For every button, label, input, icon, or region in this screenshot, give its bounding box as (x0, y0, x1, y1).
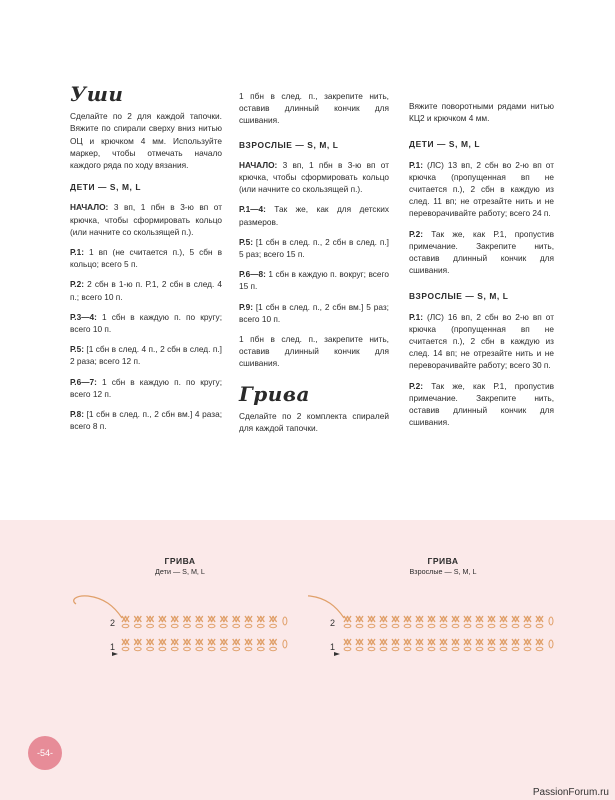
chain-stitch (208, 647, 215, 650)
sc-stitch (125, 616, 129, 622)
chain-stitch (524, 647, 531, 650)
sc-stitch (515, 639, 519, 645)
row-instruction (70, 311, 222, 335)
row-text: [1 сбн в след. п., 2 сбн в след. п.] 5 раз; всего 15 п. (239, 236, 389, 260)
chain-stitch (452, 647, 459, 650)
sc-stitch (211, 616, 215, 622)
start-instruction (239, 159, 389, 196)
sc-stitch (137, 616, 141, 622)
sc-stitch (503, 616, 507, 622)
stitch-row (344, 616, 553, 628)
diagram-subtitle: Дети — S, M, L (155, 567, 205, 576)
row-text: (ЛС) 16 вп, 2 сбн во 2-ю вп от крючка (пропущенная вп не считается п.), 2 сбн в каждую из след. 14 вп; не отрезайте нить и не переворачивайте работу; всего 30 п. (409, 311, 554, 371)
turning-chain (283, 617, 287, 625)
mane-intro: Сделайте по 2 комплекта спиралей для каждой тапочки. (239, 410, 389, 434)
ears-adults-end: 1 пбн в след. п., закрепите нить, оставив длинный кончик для сшивания. (239, 334, 389, 369)
turning-chain (283, 640, 287, 648)
chain-stitch (476, 647, 483, 650)
chain-stitch (221, 624, 228, 627)
sc-stitch (383, 639, 387, 645)
chain-stitch (196, 624, 203, 627)
row-text: 1 сбн в каждую п. вокруг; всего 15 п. (239, 269, 389, 292)
sc-stitch (443, 639, 447, 645)
row-text: [1 сбн в след. 4 п., 2 сбн в след. п.] 2 раза; всего 12 п. (70, 344, 222, 367)
sc-stitch (273, 616, 277, 622)
start-text: 3 вп, 1 пбн в 3-ю вп от крючка, чтобы сформировать кольцо (или начните со скользящей п.). (239, 159, 389, 195)
sc-stitch (371, 616, 375, 622)
row-instruction (70, 278, 222, 302)
chain-stitch (404, 624, 411, 627)
sc-stitch (479, 639, 483, 645)
chain-stitch (122, 647, 129, 650)
sc-stitch (199, 616, 203, 622)
row-instruction (409, 311, 554, 372)
heading-mane: Грива (239, 381, 310, 406)
sc-stitch (443, 616, 447, 622)
row-number: 1 (330, 642, 336, 652)
stitch-row (344, 639, 553, 651)
sc-stitch (223, 616, 227, 622)
chain-stitch (122, 624, 129, 627)
chain-stitch (344, 647, 351, 650)
adults-title: ВЗРОСЛЫЕ — S, M, L (239, 139, 339, 150)
chain-stitch (428, 624, 435, 627)
sc-stitch (273, 639, 277, 645)
row-instruction (409, 159, 554, 220)
sc-stitch (467, 639, 471, 645)
sc-stitch (527, 616, 531, 622)
sc-stitch (359, 639, 363, 645)
heading-ears: Уши (70, 82, 124, 106)
chain-stitch (356, 647, 363, 650)
chain-stitch (184, 647, 191, 650)
chain-stitch (344, 624, 351, 627)
sc-stitch (539, 616, 543, 622)
chain-stitch (512, 647, 519, 650)
chain-stitch (500, 647, 507, 650)
stitch-row (122, 616, 287, 628)
sc-stitch (407, 616, 411, 622)
row-instruction (70, 246, 222, 270)
start-arrow-icon (334, 652, 340, 656)
chain-stitch (147, 624, 154, 627)
row-label: Р.5: (70, 344, 84, 355)
row-instruction (239, 268, 389, 292)
sc-stitch (455, 616, 459, 622)
turning-chain (549, 617, 553, 625)
sc-stitch (260, 616, 264, 622)
page-number: -54- (36, 748, 53, 758)
row-instruction (239, 203, 389, 227)
start-arrow-icon (112, 652, 118, 656)
sc-stitch (539, 639, 543, 645)
chain-stitch (380, 624, 387, 627)
start-text: 3 вп, 1 пбн в 3-ю вп от крючка, чтобы сформировать кольцо (или начните со скользящей п.). (70, 202, 222, 237)
chain-stitch (392, 624, 399, 627)
mane-adults-chart (308, 580, 568, 670)
sc-stitch (236, 639, 240, 645)
chain-stitch (134, 624, 141, 627)
kids-title: ДЕТИ — S, M, L (409, 139, 481, 150)
sc-stitch (260, 639, 264, 645)
chain-stitch (257, 624, 264, 627)
chain-stitch (380, 647, 387, 650)
chain-stitch (171, 624, 178, 627)
sc-stitch (407, 639, 411, 645)
row-text: Так же, как Р.1, пропустив примечание. Закрепите нить, оставив длинный кончик для сшивания. (409, 228, 554, 276)
chain-stitch (257, 647, 264, 650)
sc-stitch (150, 639, 154, 645)
row-text: 1 сбн в каждую п. по кругу; всего 10 п. (70, 311, 222, 335)
sc-stitch (174, 616, 178, 622)
sc-stitch (236, 616, 240, 622)
chain-stitch (536, 647, 543, 650)
row-label: Р.2: (409, 228, 423, 239)
kids-title: ДЕТИ — S, M, L (70, 182, 142, 193)
chain-stitch (416, 624, 423, 627)
sc-stitch (419, 616, 423, 622)
row-instruction (239, 236, 389, 260)
row-label: Р.3—4: (70, 311, 97, 322)
sc-stitch (248, 639, 252, 645)
chain-stitch (159, 647, 166, 650)
row-label: Р.1: (409, 159, 423, 170)
chain-stitch (392, 647, 399, 650)
chain-stitch (452, 624, 459, 627)
yarn-tail (308, 596, 344, 618)
chain-stitch (416, 647, 423, 650)
chain-stitch (245, 624, 252, 627)
row-instruction (70, 343, 222, 367)
sc-stitch (187, 616, 191, 622)
start-instruction (70, 201, 222, 238)
adults-title: ВЗРОСЛЫЕ — S, M, L (409, 291, 509, 302)
column-3 (409, 100, 554, 436)
sc-stitch (223, 639, 227, 645)
column-2 (239, 90, 389, 442)
yarn-tail (74, 596, 122, 618)
row-instruction (70, 376, 222, 400)
mane-kids-chart (60, 580, 310, 670)
sc-stitch (383, 616, 387, 622)
row-label: Р.9: (239, 301, 253, 312)
page-number-badge (28, 736, 62, 770)
chain-stitch (245, 647, 252, 650)
row-text: Так же, как для детских размеров. (239, 204, 389, 227)
turning-chain (549, 640, 553, 648)
sc-stitch (347, 616, 351, 622)
row-instruction (239, 301, 389, 325)
chain-stitch (147, 647, 154, 650)
row-instruction (409, 228, 554, 277)
row-instruction (70, 408, 222, 432)
row-label: Р.1: (70, 247, 84, 258)
chain-stitch (208, 624, 215, 627)
chain-stitch (171, 647, 178, 650)
diagram-title: ГРИВА (164, 556, 196, 566)
sc-stitch (395, 639, 399, 645)
chain-stitch (464, 647, 471, 650)
sc-stitch (467, 616, 471, 622)
sc-stitch (359, 616, 363, 622)
chain-stitch (488, 647, 495, 650)
row-label: Р.8: (70, 409, 84, 420)
row-label: Р.6—7: (70, 376, 97, 387)
sc-stitch (455, 639, 459, 645)
sc-stitch (503, 639, 507, 645)
row-number: 1 (110, 642, 116, 652)
chain-stitch (488, 624, 495, 627)
chain-stitch (270, 624, 277, 627)
chain-stitch (524, 624, 531, 627)
chain-stitch (159, 624, 166, 627)
row-number: 2 (110, 618, 116, 628)
sc-stitch (371, 639, 375, 645)
chain-stitch (464, 624, 471, 627)
row-label: Р.5: (239, 236, 253, 247)
chain-stitch (440, 624, 447, 627)
stitch-row (122, 639, 287, 651)
sc-stitch (125, 639, 129, 645)
chain-stitch (428, 647, 435, 650)
sc-stitch (162, 616, 166, 622)
ears-kids-end: 1 пбн в след. п., закрепите нить, оставив длинный кончик для сшивания. (239, 91, 389, 126)
chain-stitch (184, 624, 191, 627)
row-text: 2 сбн в 1-ю п. Р.1, 2 сбн в след. 4 п.; всего 10 п. (70, 279, 222, 302)
row-number: 2 (330, 618, 336, 628)
diagram-title: ГРИВА (427, 556, 459, 566)
row-label: Р.6—8: (239, 269, 266, 280)
row-text: Так же, как Р.1, пропустив примечание. Закрепите нить, оставив длинный кончик для сшивания. (409, 380, 554, 428)
chain-stitch (500, 624, 507, 627)
row-text: [1 сбн в след. п., 2 сбн вм.] 5 раз; всего 10 п. (239, 301, 389, 324)
chain-stitch (368, 647, 375, 650)
chain-stitch (233, 624, 240, 627)
sc-stitch (248, 616, 252, 622)
sc-stitch (174, 639, 178, 645)
watermark: PassionForum.ru (532, 787, 609, 798)
chain-stitch (221, 647, 228, 650)
row-label: Р.1—4: (239, 204, 266, 215)
sc-stitch (211, 639, 215, 645)
sc-stitch (491, 639, 495, 645)
sc-stitch (515, 616, 519, 622)
sc-stitch (187, 639, 191, 645)
sc-stitch (137, 639, 141, 645)
start-label: НАЧАЛО: (239, 159, 278, 170)
row-instruction (409, 380, 554, 429)
chain-stitch (440, 647, 447, 650)
column-1 (70, 82, 222, 440)
chain-stitch (134, 647, 141, 650)
row-label: Р.2: (409, 380, 423, 391)
row-label: Р.2: (70, 279, 84, 290)
chain-stitch (476, 624, 483, 627)
sc-stitch (419, 639, 423, 645)
ears-intro: Сделайте по 2 для каждой тапочки. Вяжите по спирали сверху вниз нитью ОЦ и крючком 4 мм. Используйте маркер, чтобы отмечать начало каждого ряда по ходу вязания. (70, 111, 222, 171)
row-text: 1 вп (не считается п.), 5 сбн в кольцо; всего 5 п. (70, 247, 222, 270)
sc-stitch (431, 639, 435, 645)
chain-stitch (233, 647, 240, 650)
sc-stitch (199, 639, 203, 645)
row-text: 1 сбн в каждую п. по кругу; всего 12 п. (70, 376, 222, 399)
chain-stitch (404, 647, 411, 650)
mane-yarn-note: Вяжите поворотными рядами нитью КЦ2 и крючком 4 мм. (409, 101, 554, 124)
chain-stitch (196, 647, 203, 650)
chain-stitch (368, 624, 375, 627)
row-label: Р.1: (409, 311, 423, 322)
sc-stitch (431, 616, 435, 622)
sc-stitch (162, 639, 166, 645)
chain-stitch (536, 624, 543, 627)
sc-stitch (479, 616, 483, 622)
row-text: [1 сбн в след. п., 2 сбн вм.] 4 раза; всего 8 п. (70, 409, 222, 432)
diagram-subtitle: Взрослые — S, M, L (409, 567, 477, 576)
row-text: (ЛС) 13 вп, 2 сбн во 2-ю вп от крючка (пропущенная вп не считается п.), 2 сбн в каждую из след. 11 вп; не отрезайте нить и не переворачивайте работу; всего 24 п. (409, 159, 554, 219)
chain-stitch (270, 647, 277, 650)
sc-stitch (150, 616, 154, 622)
start-label: НАЧАЛО: (70, 202, 109, 213)
sc-stitch (395, 616, 399, 622)
chain-stitch (512, 624, 519, 627)
chain-stitch (356, 624, 363, 627)
sc-stitch (527, 639, 531, 645)
sc-stitch (491, 616, 495, 622)
sc-stitch (347, 639, 351, 645)
